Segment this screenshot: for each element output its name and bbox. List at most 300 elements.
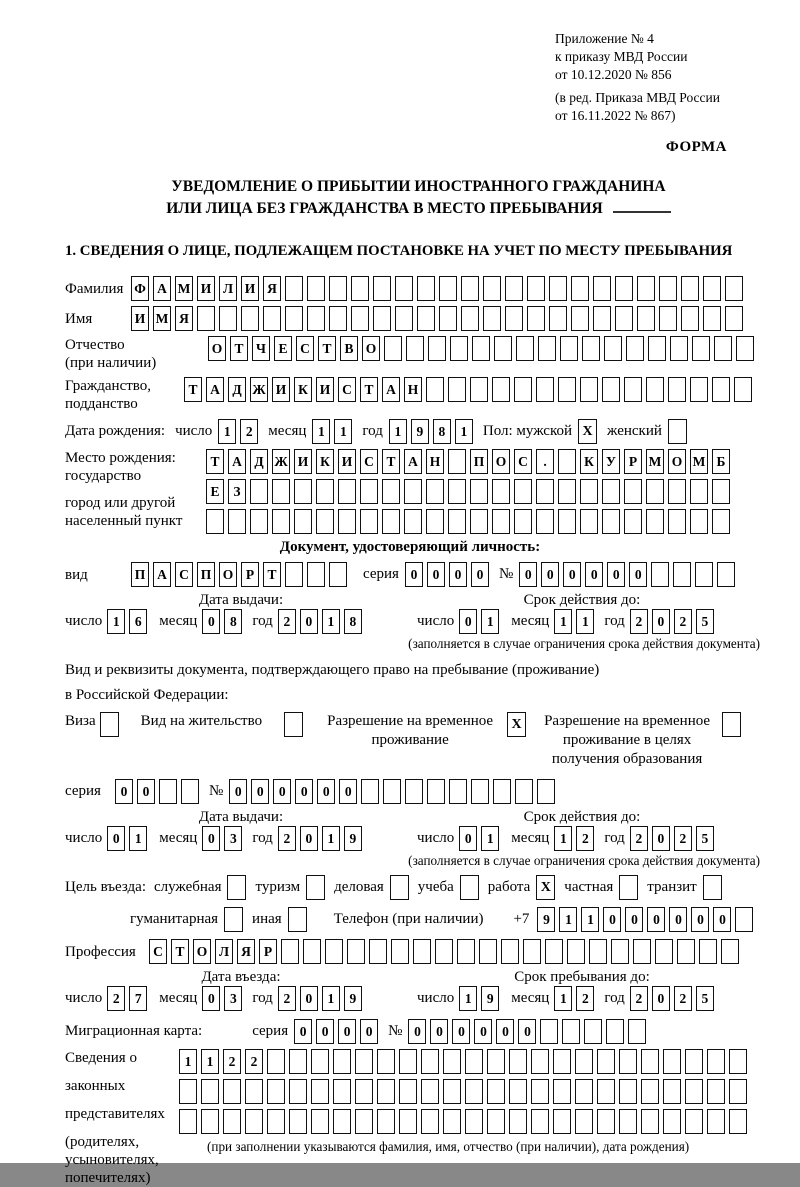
char-cell[interactable] [465,1109,483,1134]
char-cell[interactable]: 8 [344,609,362,634]
char-cell[interactable] [692,336,710,361]
char-cell[interactable] [685,1079,703,1104]
char-cell[interactable] [448,377,466,402]
char-cell[interactable] [399,1079,417,1104]
char-cell[interactable] [179,1109,197,1134]
char-cell[interactable] [735,907,753,932]
char-cell[interactable]: 2 [245,1049,263,1074]
char-cell[interactable] [250,479,268,504]
char-cell[interactable]: Т [184,377,202,402]
char-cell[interactable]: 1 [481,826,499,851]
char-cell[interactable]: О [219,562,237,587]
char-cell[interactable] [219,306,237,331]
char-cell[interactable]: 1 [389,419,407,444]
char-cell[interactable]: 1 [554,986,572,1011]
char-cell[interactable] [560,336,578,361]
char-cell[interactable]: Т [263,562,281,587]
chastnaya-checkbox[interactable] [619,875,638,900]
char-cell[interactable]: С [149,939,167,964]
char-cell[interactable] [329,306,347,331]
char-cell[interactable] [316,479,334,504]
char-cell[interactable] [558,509,576,534]
char-cell[interactable] [472,336,490,361]
char-cell[interactable]: 0 [338,1019,356,1044]
char-cell[interactable]: 2 [630,609,648,634]
char-cell[interactable] [267,1109,285,1134]
char-cell[interactable] [289,1079,307,1104]
char-cell[interactable]: 8 [224,609,242,634]
char-cell[interactable]: 0 [452,1019,470,1044]
char-cell[interactable] [311,1109,329,1134]
char-cell[interactable]: А [404,449,422,474]
char-cell[interactable] [493,779,511,804]
char-cell[interactable]: 1 [559,907,577,932]
char-cell[interactable] [553,1109,571,1134]
char-cell[interactable] [593,306,611,331]
char-cell[interactable] [641,1049,659,1074]
char-cell[interactable]: 2 [278,986,296,1011]
char-cell[interactable] [483,276,501,301]
char-cell[interactable] [404,509,422,534]
char-cell[interactable] [355,1049,373,1074]
char-cell[interactable] [329,276,347,301]
char-cell[interactable] [181,779,199,804]
char-cell[interactable] [538,336,556,361]
char-cell[interactable]: 0 [603,907,621,932]
char-cell[interactable]: О [492,449,510,474]
char-cell[interactable] [294,509,312,534]
char-cell[interactable] [417,276,435,301]
char-cell[interactable]: 1 [459,986,477,1011]
char-cell[interactable] [492,377,510,402]
char-cell[interactable] [729,1049,747,1074]
char-cell[interactable] [470,377,488,402]
char-cell[interactable] [201,1109,219,1134]
char-cell[interactable] [426,509,444,534]
char-cell[interactable]: Р [624,449,642,474]
char-cell[interactable]: 0 [202,609,220,634]
char-cell[interactable] [206,509,224,534]
char-cell[interactable]: 0 [629,562,647,587]
char-cell[interactable]: 1 [322,986,340,1011]
char-cell[interactable]: Р [241,562,259,587]
char-cell[interactable] [540,1019,558,1044]
char-cell[interactable]: Т [206,449,224,474]
char-cell[interactable] [443,1109,461,1134]
char-cell[interactable]: 0 [251,779,269,804]
char-cell[interactable] [427,779,445,804]
char-cell[interactable]: 5 [696,826,714,851]
char-cell[interactable] [289,1049,307,1074]
char-cell[interactable] [562,1019,580,1044]
rabota-checkbox[interactable]: X [536,875,555,900]
char-cell[interactable] [648,336,666,361]
char-cell[interactable]: Е [206,479,224,504]
char-cell[interactable] [571,306,589,331]
char-cell[interactable] [646,509,664,534]
char-cell[interactable] [668,509,686,534]
temp-permit-checkbox[interactable]: X [507,712,526,737]
char-cell[interactable]: А [153,276,171,301]
char-cell[interactable] [347,939,365,964]
char-cell[interactable] [428,336,446,361]
sex-male-checkbox[interactable]: X [578,419,597,444]
char-cell[interactable]: 0 [652,986,670,1011]
char-cell[interactable] [426,479,444,504]
char-cell[interactable] [707,1109,725,1134]
char-cell[interactable]: 0 [691,907,709,932]
char-cell[interactable]: О [668,449,686,474]
char-cell[interactable] [549,276,567,301]
char-cell[interactable]: 1 [554,609,572,634]
char-cell[interactable]: Ж [272,449,290,474]
char-cell[interactable] [580,377,598,402]
char-cell[interactable] [515,779,533,804]
char-cell[interactable] [734,377,752,402]
char-cell[interactable]: 0 [519,562,537,587]
char-cell[interactable] [553,1079,571,1104]
char-cell[interactable]: Е [274,336,292,361]
char-cell[interactable] [406,336,424,361]
char-cell[interactable] [391,939,409,964]
char-cell[interactable] [384,336,402,361]
char-cell[interactable]: В [340,336,358,361]
char-cell[interactable] [483,306,501,331]
char-cell[interactable] [399,1049,417,1074]
char-cell[interactable] [663,1109,681,1134]
char-cell[interactable] [501,939,519,964]
char-cell[interactable] [729,1109,747,1134]
char-cell[interactable]: 0 [115,779,133,804]
char-cell[interactable] [281,939,299,964]
char-cell[interactable] [580,509,598,534]
char-cell[interactable] [536,479,554,504]
ucheba-checkbox[interactable] [460,875,479,900]
char-cell[interactable] [685,1109,703,1134]
char-cell[interactable] [470,479,488,504]
char-cell[interactable]: 2 [576,826,594,851]
char-cell[interactable] [537,779,555,804]
char-cell[interactable] [373,306,391,331]
char-cell[interactable] [307,306,325,331]
char-cell[interactable]: К [316,449,334,474]
char-cell[interactable]: 0 [474,1019,492,1044]
char-cell[interactable] [241,306,259,331]
char-cell[interactable]: 6 [129,609,147,634]
char-cell[interactable]: 2 [674,609,692,634]
edu-permit-checkbox[interactable] [722,712,741,737]
char-cell[interactable] [333,1109,351,1134]
char-cell[interactable] [395,276,413,301]
char-cell[interactable] [448,479,466,504]
char-cell[interactable]: 0 [459,826,477,851]
char-cell[interactable]: О [362,336,380,361]
char-cell[interactable] [717,562,735,587]
char-cell[interactable]: Ч [252,336,270,361]
char-cell[interactable]: 0 [300,609,318,634]
char-cell[interactable] [465,1049,483,1074]
char-cell[interactable] [404,479,422,504]
char-cell[interactable]: 0 [137,779,155,804]
char-cell[interactable]: Ж [250,377,268,402]
char-cell[interactable]: Т [230,336,248,361]
char-cell[interactable]: 0 [471,562,489,587]
char-cell[interactable]: Т [360,377,378,402]
char-cell[interactable] [329,562,347,587]
char-cell[interactable]: Н [404,377,422,402]
char-cell[interactable] [355,1109,373,1134]
char-cell[interactable] [703,276,721,301]
char-cell[interactable] [494,336,512,361]
char-cell[interactable] [272,509,290,534]
char-cell[interactable] [421,1079,439,1104]
char-cell[interactable] [263,306,281,331]
char-cell[interactable] [527,276,545,301]
char-cell[interactable] [516,336,534,361]
char-cell[interactable] [531,1049,549,1074]
turizm-checkbox[interactable] [306,875,325,900]
char-cell[interactable] [457,939,475,964]
char-cell[interactable] [514,479,532,504]
char-cell[interactable]: 1 [218,419,236,444]
char-cell[interactable]: 3 [224,986,242,1011]
char-cell[interactable]: Л [215,939,233,964]
char-cell[interactable]: И [241,276,259,301]
char-cell[interactable] [443,1079,461,1104]
char-cell[interactable] [580,479,598,504]
char-cell[interactable] [619,1079,637,1104]
char-cell[interactable] [575,1079,593,1104]
char-cell[interactable] [575,1109,593,1134]
char-cell[interactable] [479,939,497,964]
char-cell[interactable] [377,1049,395,1074]
char-cell[interactable] [681,306,699,331]
char-cell[interactable] [267,1079,285,1104]
char-cell[interactable] [681,276,699,301]
char-cell[interactable]: С [514,449,532,474]
char-cell[interactable] [602,509,620,534]
char-cell[interactable] [604,336,622,361]
char-cell[interactable]: 0 [647,907,665,932]
char-cell[interactable]: 0 [295,779,313,804]
char-cell[interactable] [597,1109,615,1134]
char-cell[interactable] [223,1079,241,1104]
char-cell[interactable]: И [131,306,149,331]
char-cell[interactable] [426,377,444,402]
char-cell[interactable] [399,1109,417,1134]
char-cell[interactable] [373,276,391,301]
char-cell[interactable] [690,377,708,402]
char-cell[interactable] [523,939,541,964]
char-cell[interactable] [461,276,479,301]
delovaya-checkbox[interactable] [390,875,409,900]
char-cell[interactable]: 2 [223,1049,241,1074]
char-cell[interactable] [606,1019,624,1044]
char-cell[interactable] [536,377,554,402]
char-cell[interactable]: 0 [294,1019,312,1044]
char-cell[interactable] [285,276,303,301]
char-cell[interactable] [553,1049,571,1074]
char-cell[interactable] [602,377,620,402]
char-cell[interactable] [487,1049,505,1074]
char-cell[interactable]: 0 [405,562,423,587]
char-cell[interactable] [487,1109,505,1134]
char-cell[interactable]: Л [219,276,237,301]
char-cell[interactable] [509,1079,527,1104]
char-cell[interactable]: Т [318,336,336,361]
char-cell[interactable] [382,509,400,534]
char-cell[interactable] [659,306,677,331]
char-cell[interactable] [509,1109,527,1134]
char-cell[interactable] [633,939,651,964]
char-cell[interactable] [448,509,466,534]
char-cell[interactable]: П [470,449,488,474]
char-cell[interactable] [690,479,708,504]
char-cell[interactable]: 0 [449,562,467,587]
char-cell[interactable]: 1 [334,419,352,444]
char-cell[interactable]: П [197,562,215,587]
char-cell[interactable] [567,939,585,964]
char-cell[interactable] [545,939,563,964]
char-cell[interactable] [159,779,177,804]
char-cell[interactable]: Ф [131,276,149,301]
char-cell[interactable] [382,479,400,504]
char-cell[interactable]: 2 [674,826,692,851]
char-cell[interactable] [628,1019,646,1044]
char-cell[interactable] [355,1079,373,1104]
char-cell[interactable]: 0 [541,562,559,587]
char-cell[interactable] [663,1049,681,1074]
char-cell[interactable]: Я [263,276,281,301]
char-cell[interactable]: 5 [696,986,714,1011]
char-cell[interactable]: С [296,336,314,361]
char-cell[interactable]: Н [426,449,444,474]
char-cell[interactable] [470,509,488,534]
char-cell[interactable] [333,1049,351,1074]
char-cell[interactable]: 0 [202,826,220,851]
char-cell[interactable]: О [193,939,211,964]
char-cell[interactable] [311,1049,329,1074]
char-cell[interactable] [487,1079,505,1104]
char-cell[interactable]: И [316,377,334,402]
char-cell[interactable]: К [580,449,598,474]
char-cell[interactable]: 2 [107,986,125,1011]
char-cell[interactable]: П [131,562,149,587]
char-cell[interactable] [471,779,489,804]
char-cell[interactable] [514,377,532,402]
char-cell[interactable] [223,1109,241,1134]
char-cell[interactable]: И [294,449,312,474]
char-cell[interactable] [360,509,378,534]
char-cell[interactable]: 7 [129,986,147,1011]
char-cell[interactable] [624,479,642,504]
char-cell[interactable]: 2 [278,609,296,634]
char-cell[interactable] [492,479,510,504]
char-cell[interactable]: 1 [107,609,125,634]
char-cell[interactable]: С [360,449,378,474]
char-cell[interactable] [703,306,721,331]
char-cell[interactable] [377,1109,395,1134]
char-cell[interactable] [360,479,378,504]
char-cell[interactable]: О [208,336,226,361]
char-cell[interactable]: 0 [229,779,247,804]
char-cell[interactable] [267,1049,285,1074]
char-cell[interactable] [527,306,545,331]
char-cell[interactable]: 9 [344,826,362,851]
char-cell[interactable] [316,509,334,534]
char-cell[interactable] [325,939,343,964]
char-cell[interactable] [558,377,576,402]
char-cell[interactable] [245,1079,263,1104]
char-cell[interactable] [646,377,664,402]
char-cell[interactable] [712,509,730,534]
char-cell[interactable] [637,276,655,301]
char-cell[interactable]: 1 [576,609,594,634]
char-cell[interactable] [615,306,633,331]
char-cell[interactable]: 1 [129,826,147,851]
char-cell[interactable]: А [382,377,400,402]
char-cell[interactable] [589,939,607,964]
char-cell[interactable]: . [536,449,554,474]
char-cell[interactable] [413,939,431,964]
char-cell[interactable] [651,562,669,587]
char-cell[interactable]: С [338,377,356,402]
char-cell[interactable] [531,1109,549,1134]
char-cell[interactable] [707,1079,725,1104]
char-cell[interactable] [505,306,523,331]
char-cell[interactable] [505,276,523,301]
char-cell[interactable]: И [272,377,290,402]
sluzhebnaya-checkbox[interactable] [227,875,246,900]
char-cell[interactable] [597,1079,615,1104]
char-cell[interactable] [338,509,356,534]
char-cell[interactable]: Т [382,449,400,474]
char-cell[interactable] [615,276,633,301]
char-cell[interactable]: Я [237,939,255,964]
char-cell[interactable]: 0 [713,907,731,932]
tranzit-checkbox[interactable] [703,875,722,900]
char-cell[interactable] [351,276,369,301]
char-cell[interactable]: 0 [669,907,687,932]
char-cell[interactable]: 0 [518,1019,536,1044]
char-cell[interactable] [714,336,732,361]
char-cell[interactable]: 0 [563,562,581,587]
char-cell[interactable]: 0 [317,779,335,804]
char-cell[interactable] [448,449,466,474]
char-cell[interactable]: 9 [481,986,499,1011]
char-cell[interactable] [435,939,453,964]
char-cell[interactable] [668,377,686,402]
char-cell[interactable]: 0 [585,562,603,587]
char-cell[interactable]: 0 [652,826,670,851]
char-cell[interactable] [450,336,468,361]
char-cell[interactable]: 2 [674,986,692,1011]
char-cell[interactable] [509,1049,527,1074]
char-cell[interactable]: А [153,562,171,587]
char-cell[interactable]: 1 [312,419,330,444]
char-cell[interactable] [421,1109,439,1134]
char-cell[interactable] [228,509,246,534]
char-cell[interactable]: З [228,479,246,504]
char-cell[interactable] [725,276,743,301]
char-cell[interactable]: 1 [322,826,340,851]
char-cell[interactable] [637,306,655,331]
char-cell[interactable]: М [175,276,193,301]
char-cell[interactable]: 0 [300,826,318,851]
char-cell[interactable]: 0 [496,1019,514,1044]
char-cell[interactable]: Б [712,449,730,474]
char-cell[interactable] [395,306,413,331]
